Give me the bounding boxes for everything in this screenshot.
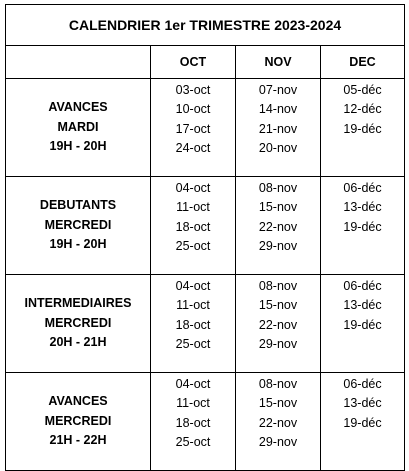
group-label-line: DEBUTANTS — [39, 198, 117, 213]
dates-cell — [236, 79, 321, 177]
group-label-line: MERCREDI — [44, 413, 112, 428]
group-label-cell — [6, 275, 151, 373]
group-row — [6, 79, 405, 177]
date-entry: 19-déc — [343, 219, 382, 234]
date-entry: 05-déc — [343, 83, 382, 97]
month-header-oct: OCT — [151, 46, 236, 79]
group-label-line: 21H - 22H — [49, 433, 107, 448]
group-label-cell — [6, 79, 151, 177]
dates-cell — [236, 275, 321, 373]
group-label-line: AVANCES — [48, 100, 108, 115]
date-entry: 11-oct — [176, 200, 210, 215]
dates-cell — [236, 373, 321, 471]
group-row — [6, 373, 405, 471]
date-entry: 06-déc — [343, 181, 382, 195]
date-entry: 19-déc — [343, 121, 382, 136]
group-row — [6, 177, 405, 275]
date-entry: 20-nov — [258, 140, 298, 155]
dates-cell — [321, 373, 405, 471]
date-entry: 18-oct — [175, 317, 211, 332]
group-label-line: INTERMEDIAIRES — [24, 296, 132, 311]
date-entry: 04-oct — [175, 279, 211, 293]
date-entry: 21-nov — [258, 121, 298, 136]
group-label-line: AVANCES — [48, 394, 108, 409]
date-entry: 12-déc — [343, 102, 382, 117]
dates-cell — [321, 79, 405, 177]
dates-cell — [151, 79, 236, 177]
date-entry: 15-nov — [258, 298, 298, 313]
group-label-line: 19H - 20H — [49, 139, 107, 154]
group-label-line: MERCREDI — [44, 217, 112, 232]
date-entry: 19-déc — [343, 415, 382, 430]
date-entry: 19-déc — [343, 317, 382, 332]
date-entry: 13-déc — [343, 200, 382, 215]
date-entry: 22-nov — [258, 317, 298, 332]
date-entry: 25-oct — [175, 238, 211, 253]
date-entry: 06-déc — [343, 279, 382, 293]
date-entry: 29-nov — [258, 434, 298, 449]
date-entry: 04-oct — [175, 377, 211, 391]
calendar-table — [5, 4, 405, 471]
group-label-line: 20H - 21H — [49, 335, 107, 350]
date-entry: 11-oct — [176, 298, 210, 313]
dates-cell — [151, 373, 236, 471]
month-header-dec: DEC — [321, 46, 405, 79]
date-entry: 14-nov — [258, 102, 298, 117]
date-entry: 18-oct — [175, 415, 211, 430]
group-label-line: 19H - 20H — [49, 237, 107, 252]
dates-cell — [321, 275, 405, 373]
calendar-title: CALENDRIER 1er TRIMESTRE 2023-2024 — [6, 5, 405, 46]
date-entry: 15-nov — [258, 200, 298, 215]
date-entry: 06-déc — [343, 377, 382, 391]
date-entry: 03-oct — [175, 83, 211, 97]
month-header-nov: NOV — [236, 46, 321, 79]
date-entry: 29-nov — [258, 238, 298, 253]
date-entry: 24-oct — [175, 140, 211, 155]
group-row — [6, 275, 405, 373]
date-entry: 22-nov — [258, 415, 298, 430]
date-entry: 18-oct — [175, 219, 211, 234]
group-label-cell — [6, 373, 151, 471]
date-entry: 15-nov — [258, 396, 298, 411]
group-label-line: MERCREDI — [44, 315, 112, 330]
date-entry: 10-oct — [175, 102, 211, 117]
date-entry: 29-nov — [258, 336, 298, 351]
dates-cell — [236, 177, 321, 275]
empty-header-cell — [6, 46, 151, 79]
dates-cell — [151, 275, 236, 373]
date-entry: 25-oct — [175, 434, 211, 449]
date-entry: 08-nov — [258, 181, 298, 195]
date-entry: 13-déc — [343, 298, 382, 313]
date-entry: 17-oct — [175, 121, 211, 136]
date-entry: 22-nov — [258, 219, 298, 234]
dates-cell — [321, 177, 405, 275]
date-entry: 25-oct — [175, 336, 211, 351]
month-header-row — [6, 46, 405, 79]
dates-cell — [151, 177, 236, 275]
date-entry: 07-nov — [258, 83, 298, 97]
date-entry: 13-déc — [343, 396, 382, 411]
date-entry: 11-oct — [176, 396, 210, 411]
date-entry: 04-oct — [175, 181, 211, 195]
date-entry: 08-nov — [258, 377, 298, 391]
date-entry: 08-nov — [258, 279, 298, 293]
group-label-cell — [6, 177, 151, 275]
group-label-line: MARDI — [57, 119, 99, 134]
